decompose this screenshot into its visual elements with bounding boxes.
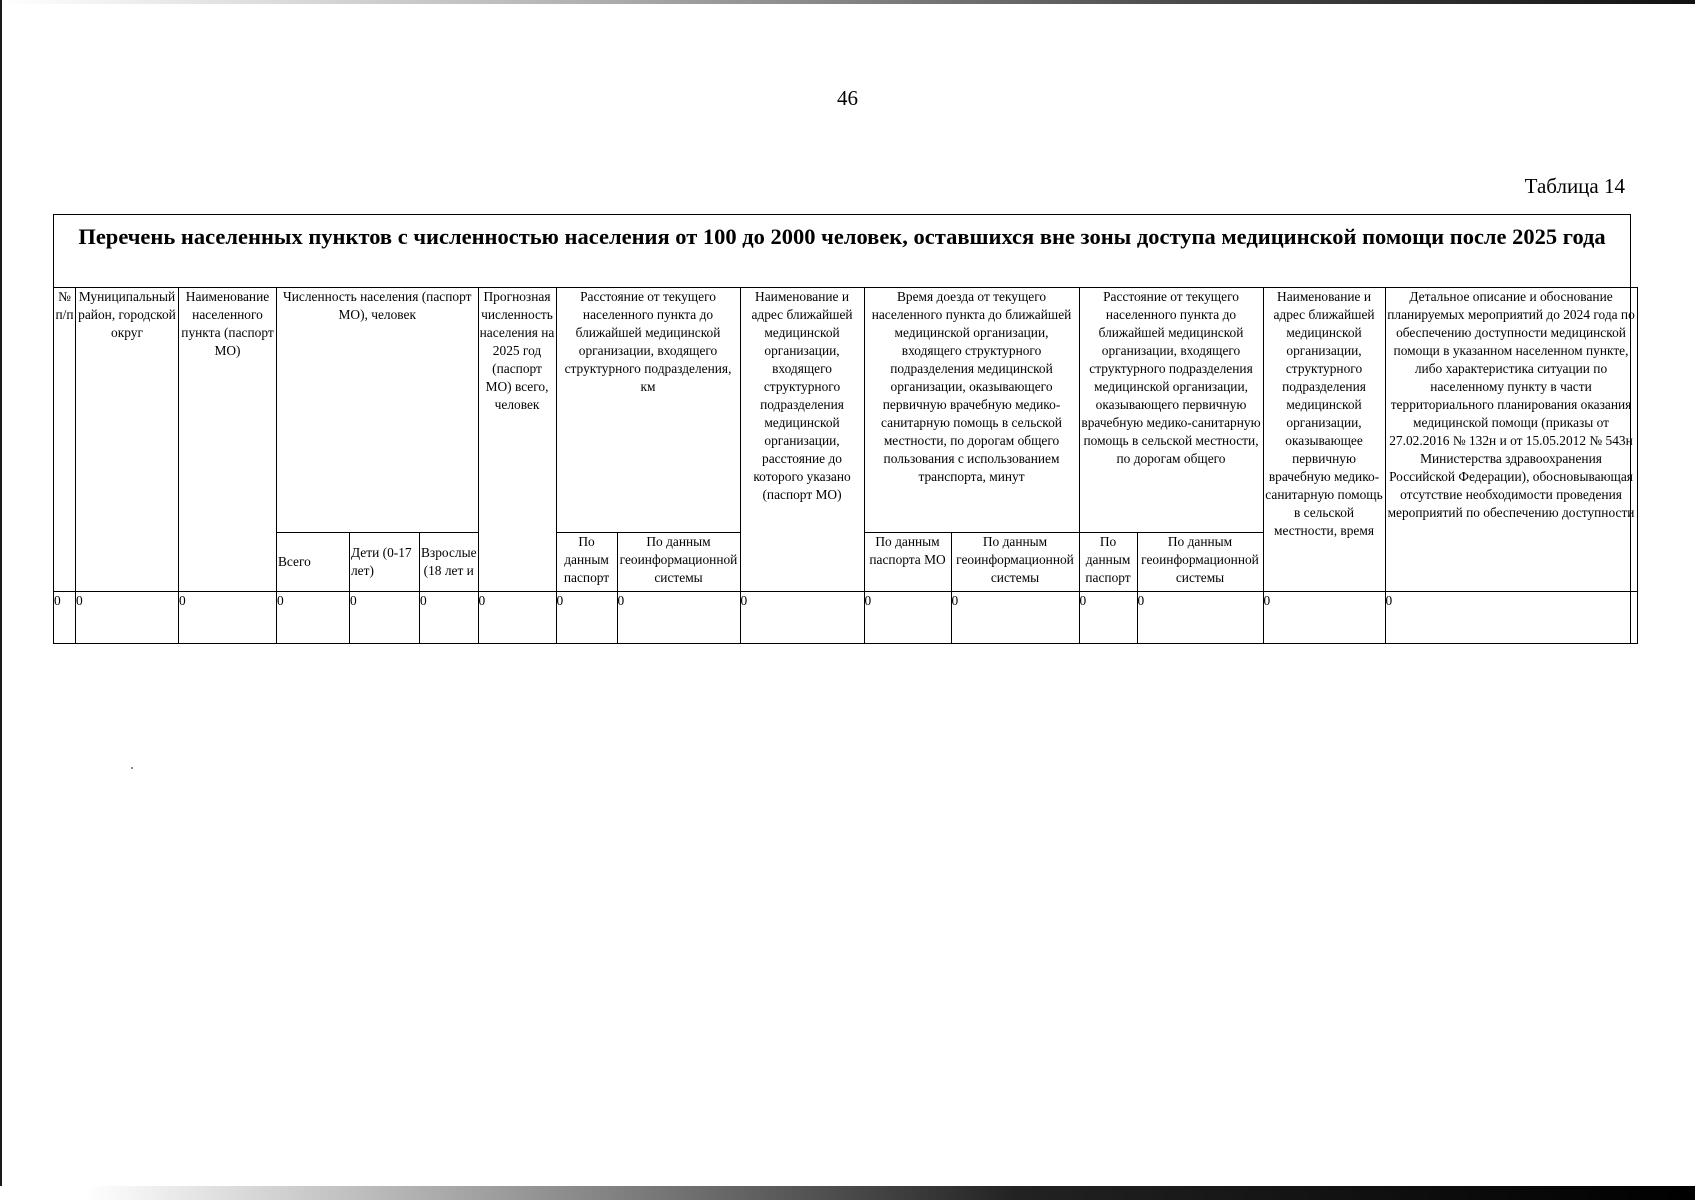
- cell-forecast: 0: [478, 592, 556, 644]
- header-primary-passport: По данным паспорт: [1079, 533, 1137, 592]
- header-nearest-primary: Наименование и адрес ближайшей медицинской организации, структурного подразделения медицинской организации, оказывающее первичную врачебную медико-санитарную помощь в сельской местности, время: [1263, 288, 1385, 592]
- header-pop-children: Дети (0-17 лет): [350, 533, 420, 592]
- header-time-passport: По данным паспорта МО: [864, 533, 951, 592]
- header-primary-gis: По данным геоинформационной системы: [1137, 533, 1263, 592]
- cell-district: 0: [76, 592, 179, 644]
- header-time-gis: По данным геоинформационной системы: [951, 533, 1079, 592]
- cell-primary-gis: 0: [1137, 592, 1263, 644]
- header-settlement: Наименование населенного пункта (паспорт МО): [179, 288, 277, 592]
- cell-distance-gis: 0: [617, 592, 740, 644]
- table-caption: Таблица 14: [1524, 174, 1625, 198]
- header-description: Детальное описание и обоснование планируемых мероприятий до 2024 года по обеспечению доступности медицинской помощи в указанном населенном пункте, либо характеристика ситуации по населенному пункту в части территориального планирования оказания медицинской помощи (приказы от 27.02.2016 № 132н и от 15.05.2012 № 543н Министерства здравоохранения Российской Федерации), обосновывающая отсутствие необходимости проведения мероприятий по обеспечению доступности: [1385, 288, 1637, 592]
- page-number: 46: [837, 86, 858, 110]
- header-distance-primary: Расстояние от текущего населенного пункта до ближайшей медицинской организации, входящего структурного подразделения медицинской организации, оказывающего первичную врачебную медико-санитарную помощь в сельской местности, по дорогам общего: [1079, 288, 1263, 533]
- header-num: № п/п: [54, 288, 76, 592]
- header-distance-gis: По данным геоинформационной системы: [617, 533, 740, 592]
- cell-pop-total: 0: [277, 592, 350, 644]
- cell-nearest-primary: 0: [1263, 592, 1385, 644]
- settlements-table: [53, 287, 1638, 644]
- header-pop-adults: Взрослые (18 лет и: [420, 533, 479, 592]
- cell-settlement: 0: [179, 592, 277, 644]
- cell-distance-passport: 0: [556, 592, 617, 644]
- cell-pop-children: 0: [350, 592, 420, 644]
- scan-speck: [131, 767, 133, 769]
- header-nearest-org: Наименование и адрес ближайшей медицинской организации, входящего структурного подразделения медицинской организации, расстояние до которого указано (паспорт МО): [740, 288, 864, 592]
- header-travel-time: Время доезда от текущего населенного пункта до ближайшей медицинской организации, входящего структурного подразделения медицинской организации, оказывающего первичную врачебную медико-санитарную помощь в сельской местности, по дорогам общего пользования с использованием транспорта, минут: [864, 288, 1079, 533]
- header-district: Муниципальный район, городской округ: [76, 288, 179, 592]
- header-pop-total: Всего: [277, 533, 350, 592]
- cell-time-gis: 0: [951, 592, 1079, 644]
- table-row: [54, 592, 1638, 644]
- header-distance-passport: По данным паспорт: [556, 533, 617, 592]
- scan-edge-top: [0, 0, 1695, 4]
- cell-num: 0: [54, 592, 76, 644]
- cell-time-passport: 0: [864, 592, 951, 644]
- cell-description: 0: [1385, 592, 1637, 644]
- header-population: Численность населения (паспорт МО), человек: [277, 288, 479, 533]
- cell-nearest-org: 0: [740, 592, 864, 644]
- scan-edge-left: [0, 0, 2, 1200]
- scan-edge-bottom: [0, 1186, 1695, 1200]
- header-forecast: Прогнозная численность населения на 2025 год (паспорт МО) всего, человек: [478, 288, 556, 592]
- cell-pop-adults: 0: [420, 592, 479, 644]
- table-title: Перечень населенных пунктов с численностью населения от 100 до 2000 человек, оставшихся вне зоны доступа медицинской помощи после 2025 года: [78, 224, 1606, 249]
- header-distance-current: Расстояние от текущего населенного пункта до ближайшей медицинской организации, входящего структурного подразделения, км: [556, 288, 740, 533]
- cell-primary-passport: 0: [1079, 592, 1137, 644]
